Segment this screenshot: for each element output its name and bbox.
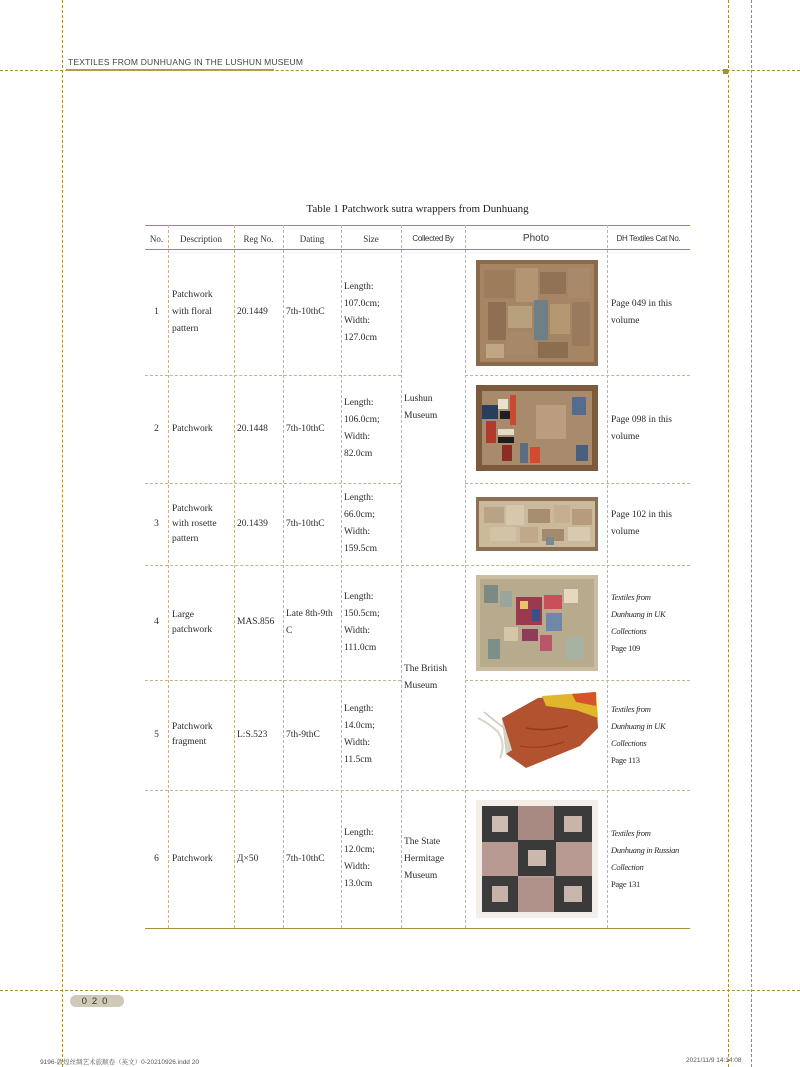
cell-dating: 7th-10thC — [286, 853, 325, 864]
guide-line — [62, 0, 63, 1067]
cell-description: Large patchwork — [172, 609, 213, 635]
cell-reg-no: 20.1449 — [237, 307, 268, 317]
patchwork-floral-photo — [476, 260, 598, 366]
cell-no: 2 — [154, 423, 159, 434]
col-header-photo: Photo — [522, 233, 550, 244]
cell-catalog: Textiles from Dunhuang in Russian Collection Page 131 — [611, 828, 679, 889]
cell-reg-no: 20.1448 — [237, 423, 268, 434]
cell-size: Length: 12.0cm; Width: 13.0cm — [344, 828, 375, 889]
table-header-row — [145, 225, 690, 250]
cell-no: 6 — [154, 853, 159, 864]
cell-catalog: Textiles from Dunhuang in UK Collections Page 113 — [611, 704, 666, 765]
guide-line — [0, 990, 800, 991]
footer-file-slug: 9196-敦煌丝绸艺术旅顺卷（英文）0-20210926.indd 20 — [40, 1059, 199, 1066]
cell-size: Length: 14.0cm; Width: 11.5cm — [344, 704, 375, 765]
cell-collected-by: The British Museum — [404, 663, 448, 691]
cell-reg-no: MAS.856 — [237, 617, 275, 627]
cell-no: 1 — [154, 307, 159, 317]
col-header-description: Description — [180, 233, 222, 244]
cell-description: Patchwork with floral pattern — [172, 290, 213, 334]
cell-catalog: Page 102 in this volume — [611, 510, 672, 537]
cell-description: Patchwork with rosette pattern — [172, 503, 217, 544]
table-row — [145, 790, 690, 928]
cell-size: Length: 106.0cm; Width: 82.0cm — [344, 398, 380, 459]
page-number: 020 — [70, 995, 124, 1007]
patchwork-rosette-photo — [476, 497, 598, 551]
footer-timestamp: 2021/11/9 14:14:08 — [686, 1057, 742, 1064]
col-header-collected-by: Collected By — [412, 234, 454, 243]
table-bottom-rule — [145, 928, 690, 929]
col-header-no: No. — [149, 233, 164, 244]
cell-catalog: Textiles from Dunhuang in UK Collections Page 109 — [611, 591, 666, 653]
patchwork-photo — [476, 385, 598, 471]
cell-dating: Late 8th-9th C — [286, 608, 333, 636]
cell-no: 5 — [154, 729, 159, 740]
large-patchwork-photo — [476, 575, 598, 671]
cell-reg-no: 20.1439 — [237, 518, 268, 529]
header-rule — [66, 69, 274, 71]
cell-catalog: Page 049 in this volume — [611, 298, 672, 326]
cell-dating: 7th-9thC — [286, 729, 320, 740]
cell-reg-no: Д×50 — [237, 853, 259, 864]
cell-description: Patchwork fragment — [172, 722, 213, 747]
col-header-size: Size — [363, 233, 379, 244]
cell-dating: 7th-10thC — [286, 423, 325, 434]
guide-line — [751, 0, 752, 1067]
cell-description: Patchwork — [172, 853, 213, 864]
guide-line — [728, 0, 729, 1067]
col-header-catalog: DH Textiles Cat No. — [616, 234, 681, 243]
col-header-reg-no: Reg No. — [243, 233, 274, 244]
cell-no: 3 — [154, 518, 159, 529]
cell-dating: 7th-10thC — [286, 307, 325, 317]
patchwork-fragment-photo — [476, 688, 602, 772]
cell-reg-no: L:S.523 — [237, 729, 268, 740]
corner-marker — [723, 69, 728, 74]
cell-dating: 7th-10thC — [286, 518, 325, 529]
cell-collected-by: The State Hermitage Museum — [404, 836, 445, 881]
table-caption: Table 1 Patchwork sutra wrappers from Dunhuang — [306, 203, 529, 215]
cell-size: Length: 150.5cm; Width: 111.0cm — [344, 591, 380, 653]
cell-size: Length: 66.0cm; Width: 159.5cm — [344, 493, 377, 554]
cell-collected-by: Lushun Museum — [404, 393, 438, 421]
col-header-dating: Dating — [299, 233, 325, 244]
cell-no: 4 — [154, 617, 159, 627]
cell-size: Length: 107.0cm; Width: 127.0cm — [344, 281, 380, 343]
running-title: TEXTILES FROM DUNHUANG IN THE LUSHUN MUSEUM — [68, 57, 304, 67]
cell-catalog: Page 098 in this volume — [611, 415, 672, 442]
cell-description: Patchwork — [172, 423, 213, 434]
checkered-patchwork-photo — [476, 800, 598, 918]
